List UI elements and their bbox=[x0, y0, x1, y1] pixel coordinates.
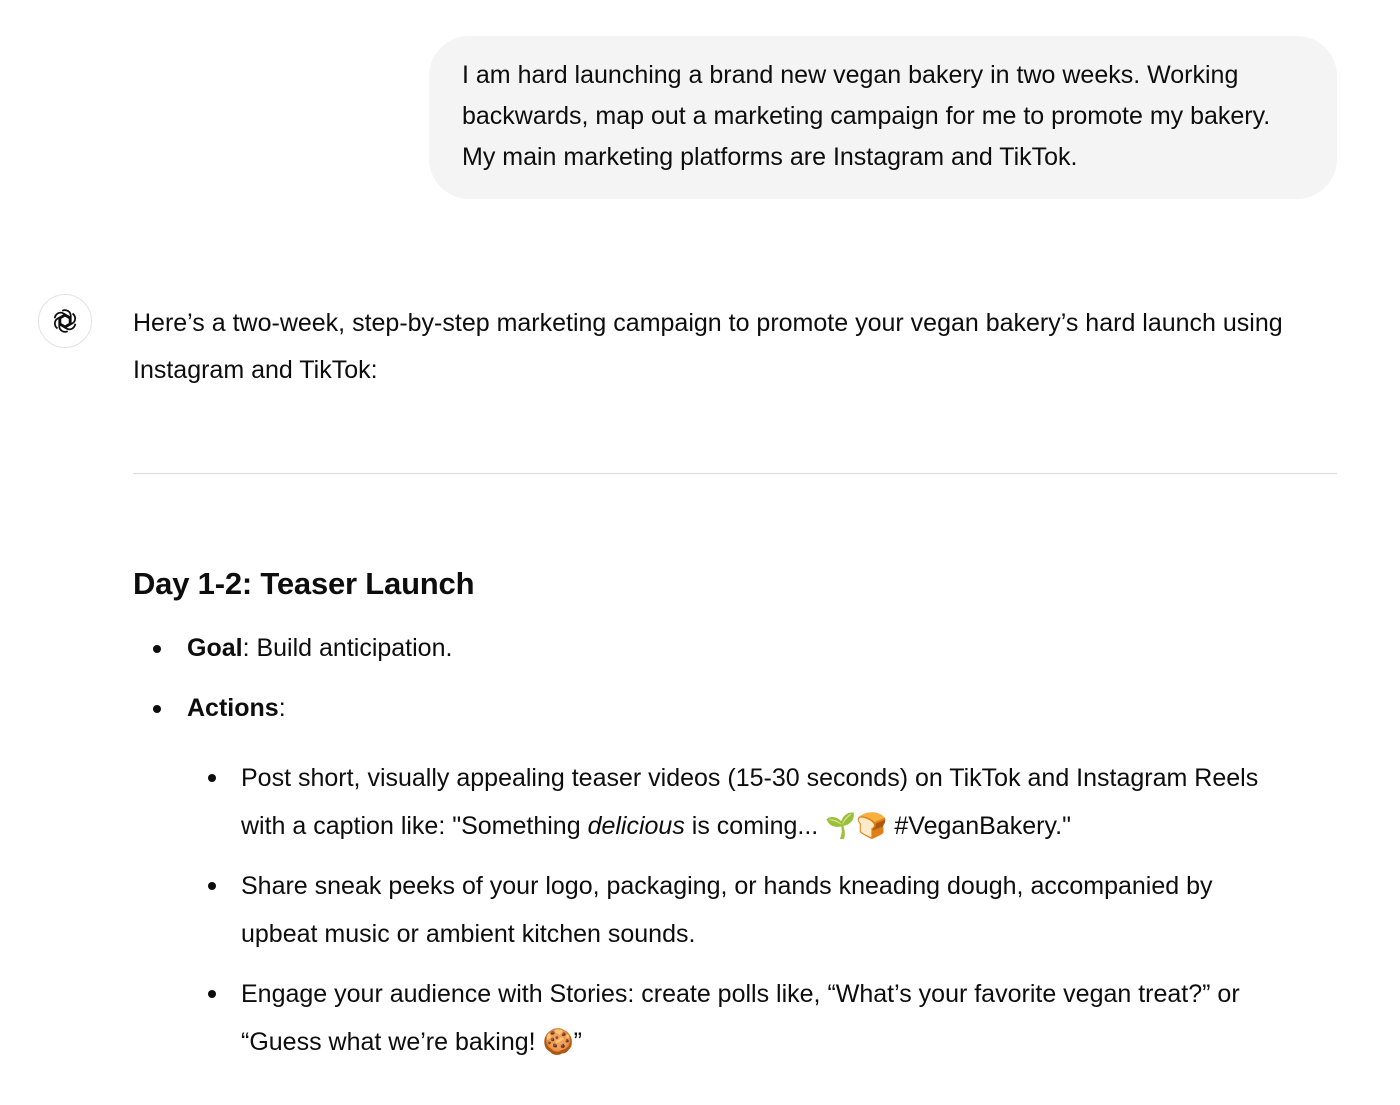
action-item bbox=[187, 862, 1287, 958]
actions-label: Actions bbox=[187, 694, 279, 722]
list-item-goal bbox=[133, 628, 1343, 688]
action-3-text: Engage your audience with Stories: create polls like, “What’s your favorite vegan treat?” or “Guess what we’re baking! 🍪” bbox=[241, 980, 1240, 1056]
goal-label: Goal bbox=[187, 634, 243, 662]
goal-text: : Build anticipation. bbox=[242, 634, 453, 662]
actions-list bbox=[187, 754, 1287, 1078]
action-item bbox=[187, 754, 1287, 850]
bullet bbox=[208, 774, 216, 782]
bullet bbox=[153, 705, 161, 713]
user-message-bubble: I am hard launching a brand new vegan bakery in two weeks. Working backwards, map out a marketing campaign for me to promote my bakery. My main marketing platforms are Instagram and TikTok. bbox=[429, 36, 1337, 199]
action-1-text-end: is coming... 🌱🍞 #VeganBakery." bbox=[684, 812, 1071, 840]
assistant-avatar bbox=[38, 294, 92, 348]
section-heading: Day 1-2: Teaser Launch bbox=[133, 566, 475, 601]
actions-suffix: : bbox=[278, 694, 286, 722]
divider bbox=[133, 473, 1337, 474]
bullet bbox=[208, 882, 216, 890]
action-2-text: Share sneak peeks of your logo, packaging, or hands kneading dough, accompanied by upbeat music or ambient kitchen sounds. bbox=[241, 872, 1213, 948]
assistant-message bbox=[133, 300, 1343, 1056]
bullet bbox=[153, 645, 161, 653]
action-item bbox=[187, 970, 1287, 1066]
action-1-text: Post short, visually appealing teaser videos (15-30 seconds) on TikTok and Instagram Reels with a caption like: "Something bbox=[241, 764, 1259, 840]
list-item-actions bbox=[133, 688, 1343, 752]
openai-logo-icon bbox=[50, 306, 80, 336]
user-message-row bbox=[429, 36, 1337, 199]
bullet bbox=[208, 990, 216, 998]
assistant-intro: Here’s a two-week, step-by-step marketing campaign to promote your vegan bakery’s hard launch using Instagram and TikTok: bbox=[133, 309, 1283, 384]
section-list bbox=[133, 628, 1343, 752]
action-1-italic: delicious bbox=[587, 812, 685, 840]
